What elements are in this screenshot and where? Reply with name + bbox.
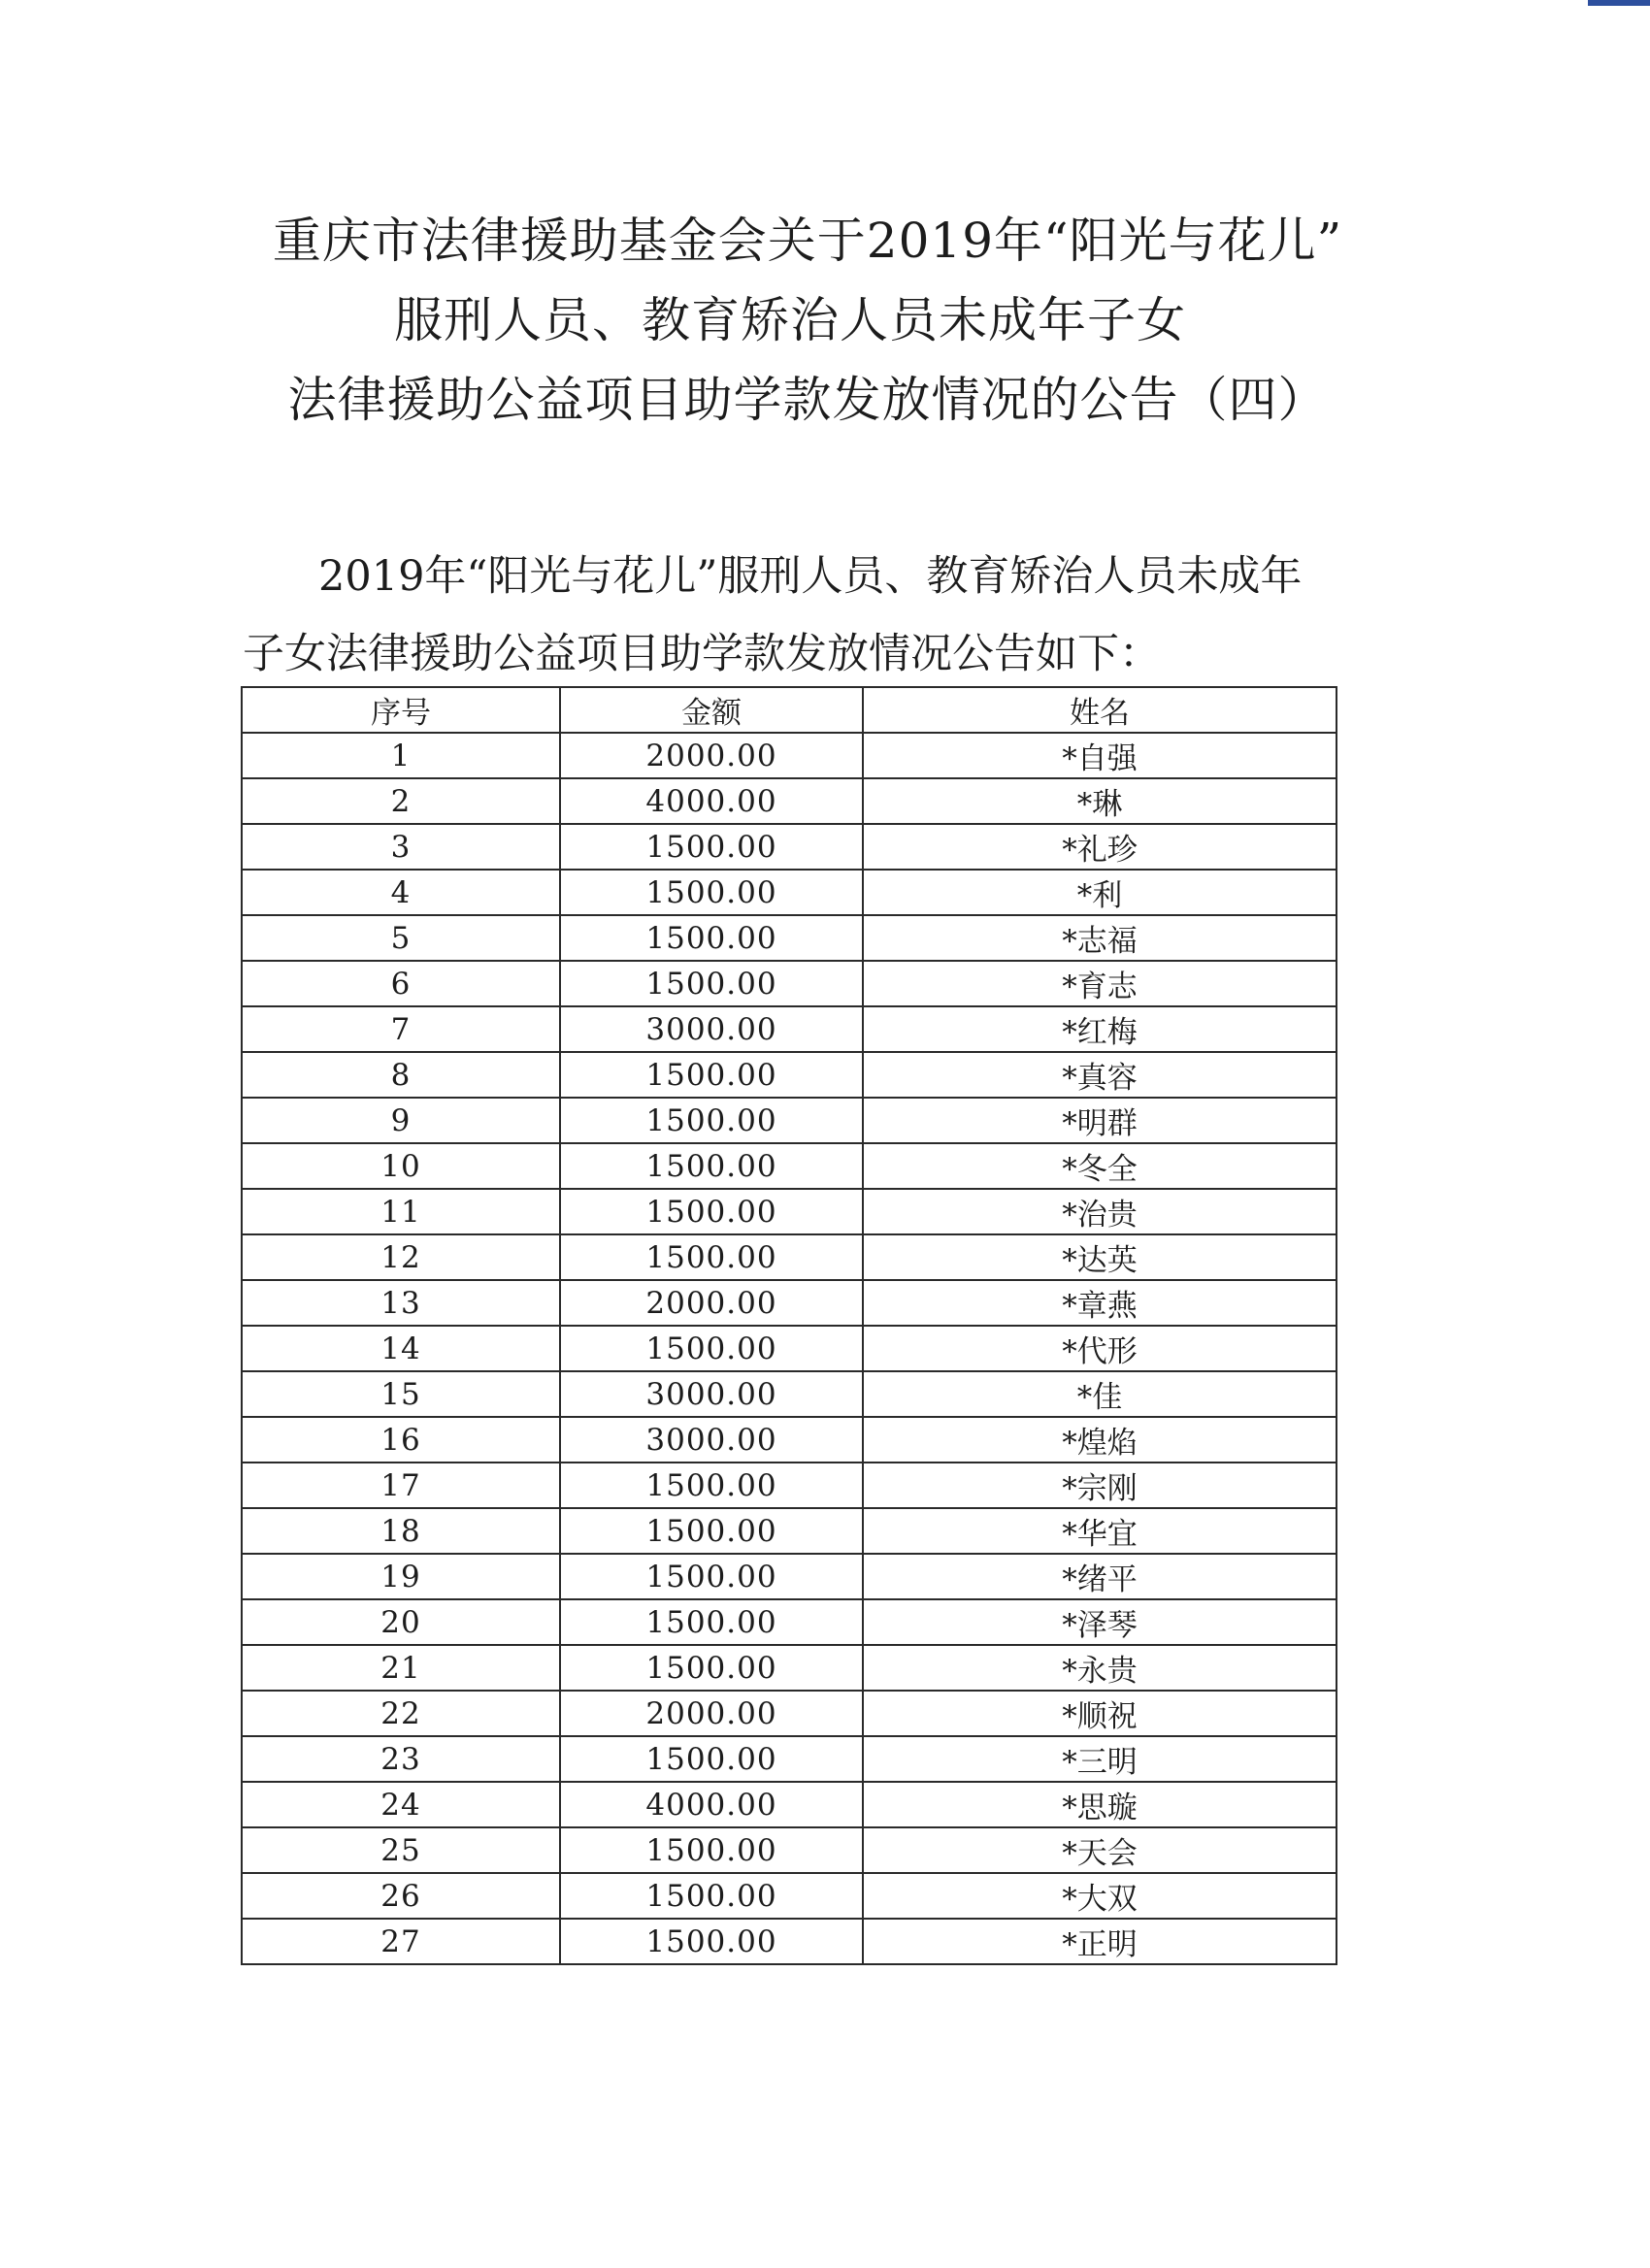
cell-name: *天会 bbox=[863, 1827, 1336, 1873]
table-row bbox=[242, 1006, 1336, 1052]
cell-serial-number: 22 bbox=[242, 1691, 560, 1736]
table-row bbox=[242, 1143, 1336, 1189]
cell-serial-number: 9 bbox=[242, 1098, 560, 1143]
header-serial-number: 序号 bbox=[242, 687, 560, 733]
cell-name: *琳 bbox=[863, 778, 1336, 824]
cell-amount: 2000.00 bbox=[560, 1280, 863, 1326]
cell-name: *佳 bbox=[863, 1371, 1336, 1417]
cell-name: *思璇 bbox=[863, 1782, 1336, 1827]
cell-name: *冬全 bbox=[863, 1143, 1336, 1189]
table-row bbox=[242, 1371, 1336, 1417]
cell-serial-number: 18 bbox=[242, 1508, 560, 1554]
cell-name: *华宜 bbox=[863, 1508, 1336, 1554]
cell-amount: 1500.00 bbox=[560, 1645, 863, 1691]
cell-name: *泽琴 bbox=[863, 1599, 1336, 1645]
cell-name: *章燕 bbox=[863, 1280, 1336, 1326]
cell-amount: 3000.00 bbox=[560, 1417, 863, 1463]
cell-name: *礼珍 bbox=[863, 824, 1336, 870]
cell-serial-number: 21 bbox=[242, 1645, 560, 1691]
cell-amount: 1500.00 bbox=[560, 1599, 863, 1645]
cell-serial-number: 23 bbox=[242, 1736, 560, 1782]
grant-table bbox=[241, 686, 1337, 1965]
cell-name: *红梅 bbox=[863, 1006, 1336, 1052]
cell-serial-number: 17 bbox=[242, 1463, 560, 1508]
cell-amount: 1500.00 bbox=[560, 1554, 863, 1599]
table-row bbox=[242, 824, 1336, 870]
cell-name: *永贵 bbox=[863, 1645, 1336, 1691]
table-row bbox=[242, 1098, 1336, 1143]
document-title-line-3: 法律援助公益项目助学款发放情况的公告（四） bbox=[287, 372, 1328, 428]
table-row bbox=[242, 1873, 1336, 1919]
cell-name: *宗刚 bbox=[863, 1463, 1336, 1508]
table-row bbox=[242, 1782, 1336, 1827]
cell-serial-number: 14 bbox=[242, 1326, 560, 1371]
cell-serial-number: 3 bbox=[242, 824, 560, 870]
intro-paragraph-line-2: 子女法律援助公益项目助学款发放情况公告如下： bbox=[243, 630, 1161, 678]
cell-serial-number: 4 bbox=[242, 870, 560, 915]
table-row bbox=[242, 1508, 1336, 1554]
cell-serial-number: 19 bbox=[242, 1554, 560, 1599]
header-amount: 金额 bbox=[560, 687, 863, 733]
cell-serial-number: 6 bbox=[242, 961, 560, 1006]
cell-name: *正明 bbox=[863, 1919, 1336, 1964]
cell-serial-number: 15 bbox=[242, 1371, 560, 1417]
table-row bbox=[242, 778, 1336, 824]
table-row bbox=[242, 1189, 1336, 1234]
table-row bbox=[242, 961, 1336, 1006]
table-row bbox=[242, 1463, 1336, 1508]
table-row bbox=[242, 1554, 1336, 1599]
table-header-row bbox=[242, 687, 1336, 733]
cell-name: *育志 bbox=[863, 961, 1336, 1006]
table-row bbox=[242, 1599, 1336, 1645]
table-row bbox=[242, 1417, 1336, 1463]
table-row bbox=[242, 1919, 1336, 1964]
cell-serial-number: 2 bbox=[242, 778, 560, 824]
cell-amount: 1500.00 bbox=[560, 1873, 863, 1919]
cell-serial-number: 7 bbox=[242, 1006, 560, 1052]
cell-amount: 1500.00 bbox=[560, 1052, 863, 1098]
cell-serial-number: 13 bbox=[242, 1280, 560, 1326]
table-row bbox=[242, 1234, 1336, 1280]
table-row bbox=[242, 733, 1336, 778]
cell-amount: 1500.00 bbox=[560, 1736, 863, 1782]
cell-name: *三明 bbox=[863, 1736, 1336, 1782]
cell-amount: 1500.00 bbox=[560, 1919, 863, 1964]
cell-name: *绪平 bbox=[863, 1554, 1336, 1599]
scan-corner-mark bbox=[1588, 0, 1650, 6]
cell-serial-number: 8 bbox=[242, 1052, 560, 1098]
cell-amount: 1500.00 bbox=[560, 961, 863, 1006]
cell-name: *真容 bbox=[863, 1052, 1336, 1098]
document-title-line-1: 重庆市法律援助基金会关于2019年“阳光与花儿” bbox=[272, 213, 1343, 269]
cell-amount: 1500.00 bbox=[560, 824, 863, 870]
cell-serial-number: 27 bbox=[242, 1919, 560, 1964]
document-title-line-2: 服刑人员、教育矫治人员未成年子女 bbox=[394, 292, 1186, 348]
cell-serial-number: 24 bbox=[242, 1782, 560, 1827]
intro-paragraph-line-1: 2019年“阳光与花儿”服刑人员、教育矫治人员未成年 bbox=[318, 552, 1303, 601]
cell-name: *治贵 bbox=[863, 1189, 1336, 1234]
cell-amount: 3000.00 bbox=[560, 1371, 863, 1417]
cell-amount: 3000.00 bbox=[560, 1006, 863, 1052]
cell-serial-number: 20 bbox=[242, 1599, 560, 1645]
cell-name: *志福 bbox=[863, 915, 1336, 961]
table-row bbox=[242, 1827, 1336, 1873]
table-row bbox=[242, 915, 1336, 961]
cell-serial-number: 12 bbox=[242, 1234, 560, 1280]
table-row bbox=[242, 1645, 1336, 1691]
cell-name: *顺祝 bbox=[863, 1691, 1336, 1736]
cell-amount: 1500.00 bbox=[560, 1827, 863, 1873]
table-row bbox=[242, 1736, 1336, 1782]
cell-serial-number: 10 bbox=[242, 1143, 560, 1189]
cell-name: *明群 bbox=[863, 1098, 1336, 1143]
table-row bbox=[242, 1326, 1336, 1371]
cell-serial-number: 5 bbox=[242, 915, 560, 961]
cell-serial-number: 1 bbox=[242, 733, 560, 778]
cell-serial-number: 26 bbox=[242, 1873, 560, 1919]
table-row bbox=[242, 1052, 1336, 1098]
cell-serial-number: 11 bbox=[242, 1189, 560, 1234]
cell-amount: 1500.00 bbox=[560, 1234, 863, 1280]
cell-name: *煌焰 bbox=[863, 1417, 1336, 1463]
cell-amount: 4000.00 bbox=[560, 1782, 863, 1827]
cell-amount: 1500.00 bbox=[560, 1143, 863, 1189]
table-body bbox=[242, 733, 1336, 1964]
cell-amount: 1500.00 bbox=[560, 1326, 863, 1371]
cell-amount: 1500.00 bbox=[560, 915, 863, 961]
cell-amount: 4000.00 bbox=[560, 778, 863, 824]
table-row bbox=[242, 870, 1336, 915]
cell-amount: 2000.00 bbox=[560, 1691, 863, 1736]
table-row bbox=[242, 1691, 1336, 1736]
cell-serial-number: 25 bbox=[242, 1827, 560, 1873]
table-row bbox=[242, 1280, 1336, 1326]
cell-name: *利 bbox=[863, 870, 1336, 915]
cell-name: *自强 bbox=[863, 733, 1336, 778]
cell-name: *代形 bbox=[863, 1326, 1336, 1371]
cell-amount: 1500.00 bbox=[560, 1098, 863, 1143]
header-name: 姓名 bbox=[863, 687, 1336, 733]
cell-amount: 1500.00 bbox=[560, 1508, 863, 1554]
cell-name: *大双 bbox=[863, 1873, 1336, 1919]
cell-name: *达英 bbox=[863, 1234, 1336, 1280]
cell-amount: 1500.00 bbox=[560, 870, 863, 915]
cell-serial-number: 16 bbox=[242, 1417, 560, 1463]
cell-amount: 1500.00 bbox=[560, 1463, 863, 1508]
cell-amount: 2000.00 bbox=[560, 733, 863, 778]
cell-amount: 1500.00 bbox=[560, 1189, 863, 1234]
